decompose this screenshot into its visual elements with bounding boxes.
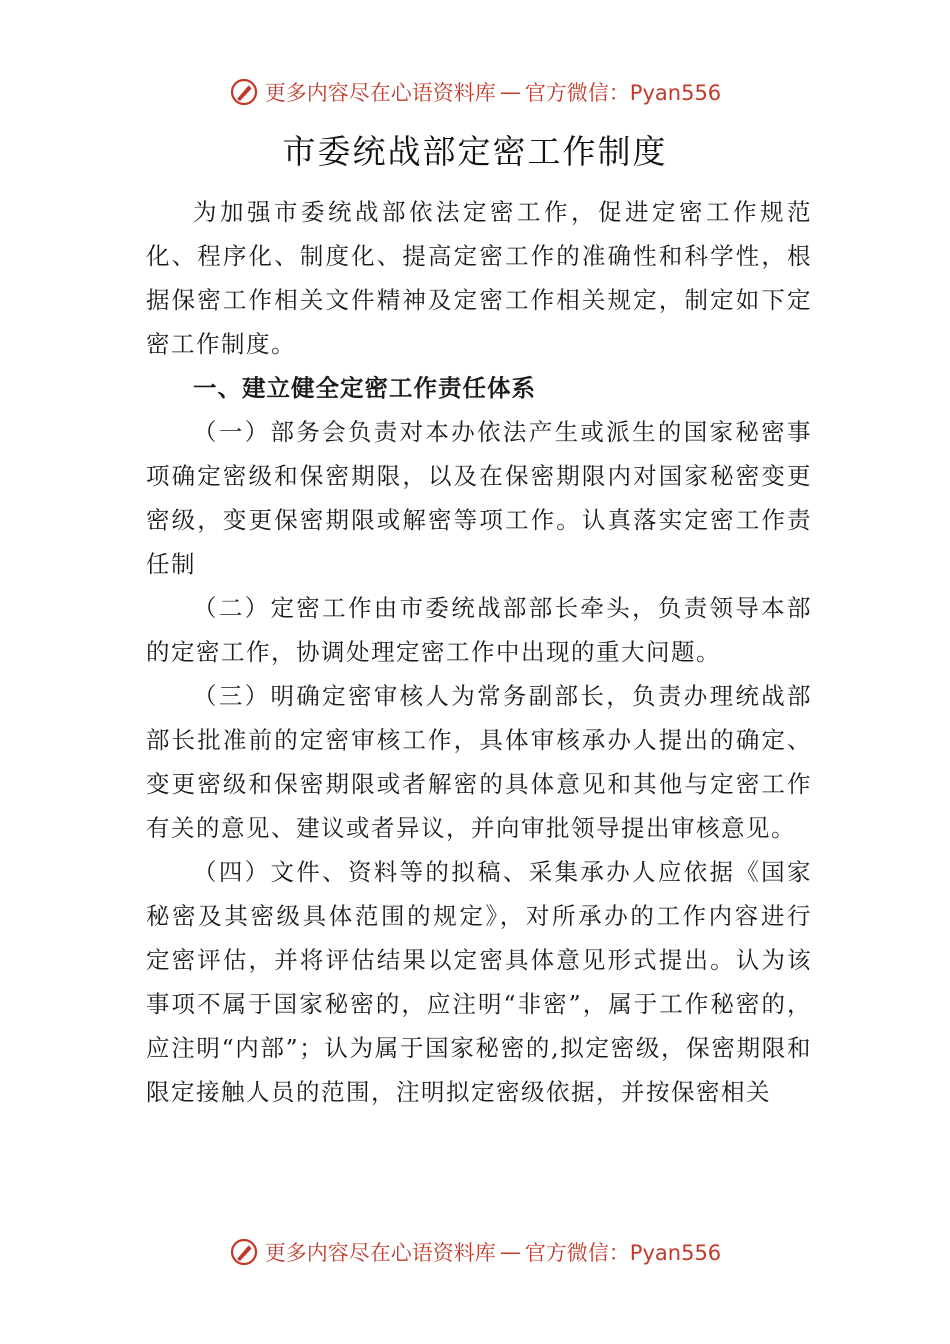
watermark-separator: — xyxy=(499,1240,521,1264)
list-item: （四）文件、资料等的拟稿、采集承办人应依据《国家秘密及其密级具体范围的规定》，对所承办的工作内容进行 定密评估，并将评估结果以定密具体意见形式提出。认为该事项不属于国家秘密的，应注明“非密”，属于工作秘密的， 应注明“内部”；认为属于国家秘密的,拟定密级，保密期限和限定接触人员的范围，注明拟定密级依据，并按保密相关 xyxy=(146,858,812,1106)
pen-nib-logo-icon xyxy=(229,1237,259,1267)
watermark-text: 更多内容尽在心语资料库 xyxy=(264,1241,496,1265)
document-body xyxy=(146,190,812,1114)
watermark-contact: 官方微信：Pyan556 xyxy=(524,81,722,105)
list-item: （一）部务会负责对本办依法产生或派生的国家秘密事项确定密级和保密期限，以及在保密期限内对国家秘密变更密级，变更保密期限或解密等项工作。认真落实定密工作责任制 xyxy=(146,418,812,578)
watermark-separator: — xyxy=(499,80,521,104)
watermark-text: 更多内容尽在心语资料库 xyxy=(264,81,496,105)
list-item: （三）明确定密审核人为常务副部长，负责办理统战部部长批准前的定密审核工作，具体审核承办人提出的确定、 变更密级和保密期限或者解密的具体意见和其他与定密工作有关的意见、建议或者异议，并向审批领导提出审核意见。 xyxy=(146,682,812,842)
header-watermark xyxy=(0,72,950,112)
section-heading-1: 一、建立健全定密工作责任体系 xyxy=(193,374,536,402)
list-item: （二）定密工作由市委统战部部长牵头，负责领导本部的定密工作，协调处理定密工作中出现的重大问题。 xyxy=(146,594,812,666)
document-title: 市委统战部定密工作制度 xyxy=(282,132,668,171)
pen-nib-logo-icon xyxy=(229,77,259,107)
watermark-contact: 官方微信：Pyan556 xyxy=(524,1241,722,1265)
footer-watermark xyxy=(0,1232,950,1272)
intro-paragraph: 为加强市委统战部依法定密工作，促进定密工作规范化、程序化、制度化、提高定密工作的准确性和科学性，根据保密工作相关文件精神及定密工作相关规定，制定如下定密工作制度。 xyxy=(146,198,812,358)
